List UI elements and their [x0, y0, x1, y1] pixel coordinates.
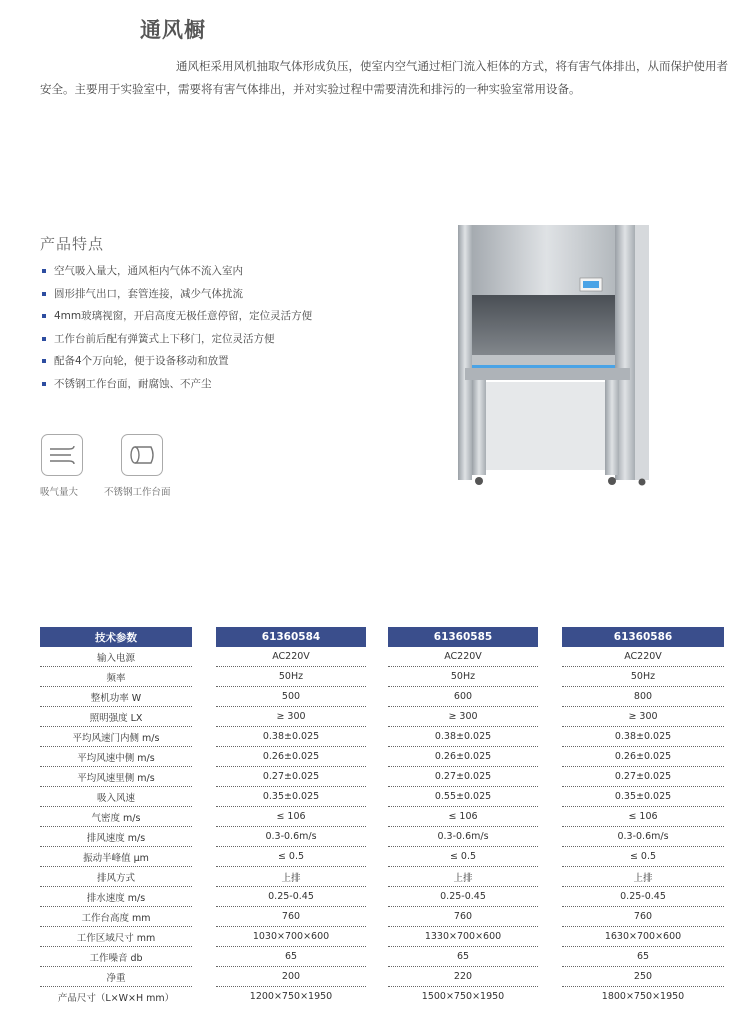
- spec-value: 50Hz: [562, 667, 724, 687]
- bullet-icon: [42, 292, 46, 296]
- spec-value: ≥ 300: [388, 707, 538, 727]
- steel-tube-icon-label: 不锈钢工作台面: [104, 487, 171, 498]
- spec-value: AC220V: [388, 647, 538, 667]
- spec-value: 1330×700×600: [388, 927, 538, 947]
- bullet-icon: [42, 359, 46, 363]
- feature-text: 圆形排气出口，套管连接，减少气体扰流: [54, 287, 243, 300]
- spec-header-row: [40, 627, 724, 647]
- intro-text: [40, 55, 730, 101]
- feature-text: 空气吸入量大，通风柜内气体不流入室内: [54, 265, 243, 277]
- spec-value: 上排: [562, 867, 724, 887]
- spec-param-name: 气密度 m/s: [40, 807, 192, 827]
- spec-param-name: 频率: [40, 667, 192, 687]
- spec-value: 50Hz: [216, 667, 366, 687]
- spec-value: 65: [388, 947, 538, 967]
- spec-value: ≤ 106: [562, 807, 724, 827]
- feature-item: [42, 352, 312, 375]
- spec-param-name: 照明强度 LX: [40, 707, 192, 727]
- spec-row: [40, 927, 724, 947]
- spec-row: [40, 647, 724, 667]
- spec-row: [40, 887, 724, 907]
- spec-row: [40, 987, 724, 1006]
- spec-value: 上排: [388, 867, 538, 887]
- spec-row: [40, 667, 724, 687]
- spec-value: ≤ 0.5: [562, 847, 724, 867]
- feature-item: [42, 330, 312, 353]
- spec-param-name: 排水速度 m/s: [40, 887, 192, 907]
- feature-text: 不锈钢工作台面，耐腐蚀、不产尘: [54, 377, 212, 390]
- spec-row: [40, 847, 724, 867]
- spec-value: 200: [216, 967, 366, 987]
- spec-value: 上排: [216, 867, 366, 887]
- spec-row: [40, 867, 724, 887]
- spec-value: ≤ 0.5: [216, 847, 366, 867]
- spec-value: 0.26±0.025: [216, 747, 366, 767]
- spec-row: [40, 807, 724, 827]
- airflow-icon: [41, 434, 83, 476]
- page-title: 通风橱: [140, 18, 206, 42]
- spec-param-name: 工作噪音 db: [40, 947, 192, 967]
- spec-value: 65: [216, 947, 366, 967]
- spec-param-name: 净重: [40, 967, 192, 987]
- spec-param-name: 产品尺寸（L×W×H mm）: [57, 992, 175, 1004]
- feature-item: [42, 285, 312, 308]
- spec-value: ≤ 106: [388, 807, 538, 827]
- spec-param-name: 工作台高度 mm: [40, 907, 192, 927]
- spec-value: 0.27±0.025: [562, 767, 724, 787]
- spec-value: 0.38±0.025: [216, 727, 366, 747]
- fume-hood-image: [430, 190, 670, 505]
- spec-value: 800: [562, 687, 724, 707]
- spec-value: 0.3-0.6m/s: [216, 827, 366, 847]
- spec-value: 1500×750×1950: [421, 991, 505, 1002]
- spec-value: 0.27±0.025: [388, 767, 538, 787]
- spec-value: 0.3-0.6m/s: [562, 827, 724, 847]
- spec-value: 50Hz: [388, 667, 538, 687]
- spec-value: 0.38±0.025: [388, 727, 538, 747]
- spec-table: [40, 627, 724, 1006]
- spec-param-name: 排风方式: [40, 867, 192, 887]
- spec-row: [40, 947, 724, 967]
- bullet-icon: [42, 337, 46, 341]
- spec-param-name: 平均风速中侧 m/s: [40, 747, 192, 767]
- spec-value: 0.25-0.45: [388, 887, 538, 907]
- spec-value: 760: [216, 907, 366, 927]
- spec-param-name: 输入电源: [40, 647, 192, 667]
- spec-value: ≥ 300: [562, 707, 724, 727]
- spec-value: 0.35±0.025: [562, 787, 724, 807]
- steel-tube-icon: [121, 434, 163, 476]
- spec-value: ≥ 300: [216, 707, 366, 727]
- feature-text: 配备4个万向轮，便于设备移动和放置: [54, 355, 229, 367]
- spec-value: 0.38±0.025: [562, 727, 724, 747]
- spec-value: 0.3-0.6m/s: [388, 827, 538, 847]
- airflow-icon-label: 吸气量大: [40, 487, 79, 498]
- spec-row: [40, 747, 724, 767]
- spec-value: ≤ 106: [216, 807, 366, 827]
- spec-value: AC220V: [216, 647, 366, 667]
- spec-row: [40, 767, 724, 787]
- feature-item: [42, 262, 312, 285]
- spec-value: 760: [388, 907, 538, 927]
- spec-value: ≤ 0.5: [388, 847, 538, 867]
- spec-value: 1630×700×600: [562, 927, 724, 947]
- spec-value: AC220V: [562, 647, 724, 667]
- bullet-icon: [42, 269, 46, 273]
- feature-text: 4mm玻璃视窗，开启高度无极任意停留，定位灵活方便: [54, 310, 313, 322]
- feature-item: [42, 375, 312, 398]
- spec-row: [40, 827, 724, 847]
- features-list: [42, 262, 312, 397]
- spec-value: 600: [388, 687, 538, 707]
- spec-value: 500: [216, 687, 366, 707]
- spec-value: 1800×750×1950: [601, 991, 685, 1002]
- spec-param-name: 振动半峰值 μm: [40, 847, 192, 867]
- spec-value: 220: [388, 967, 538, 987]
- spec-param-name: 工作区域尺寸 mm: [40, 927, 192, 947]
- spec-param-name: 整机功率 W: [40, 687, 192, 707]
- spec-value: 0.27±0.025: [216, 767, 366, 787]
- spec-value: 0.25-0.45: [216, 887, 366, 907]
- features-title: 产品特点: [40, 235, 105, 253]
- spec-param-name: 平均风速门内侧 m/s: [40, 727, 192, 747]
- spec-param-name: 平均风速里侧 m/s: [40, 767, 192, 787]
- spec-value: 250: [562, 967, 724, 987]
- spec-value: 1200×750×1950: [249, 991, 333, 1002]
- spec-value: 0.26±0.025: [388, 747, 538, 767]
- spec-param-name: 排风速度 m/s: [40, 827, 192, 847]
- spec-header-cell: 61360585: [388, 627, 538, 647]
- spec-row: [40, 707, 724, 727]
- spec-param-name: 吸入风速: [40, 787, 192, 807]
- spec-row: [40, 967, 724, 987]
- spec-value: 1030×700×600: [216, 927, 366, 947]
- spec-value: 0.35±0.025: [216, 787, 366, 807]
- spec-row: [40, 727, 724, 747]
- spec-value: 0.25-0.45: [562, 887, 724, 907]
- feature-item: [42, 307, 312, 330]
- bullet-icon: [42, 382, 46, 386]
- spec-value: 0.55±0.025: [388, 787, 538, 807]
- spec-header-cell: 61360586: [562, 627, 724, 647]
- bullet-icon: [42, 314, 46, 318]
- feature-text: 工作台前后配有弹簧式上下移门，定位灵活方便: [54, 332, 275, 345]
- spec-value: 760: [562, 907, 724, 927]
- spec-value: 65: [562, 947, 724, 967]
- spec-header-cell: 技术参数: [40, 627, 192, 647]
- spec-header-cell: 61360584: [216, 627, 366, 647]
- spec-row: [40, 907, 724, 927]
- spec-row: [40, 787, 724, 807]
- intro-paragraph: 通风柜采用风机抽取气体形成负压，使室内空气通过柜门流入柜体的方式，将有害气体排出，从而保护使用者安全。主要用于实验室中，需要将有害气体排出，并对实验过程中需要清洗和排污的一种实验室常用设备。: [40, 59, 728, 96]
- spec-value: 0.26±0.025: [562, 747, 724, 767]
- spec-row: [40, 687, 724, 707]
